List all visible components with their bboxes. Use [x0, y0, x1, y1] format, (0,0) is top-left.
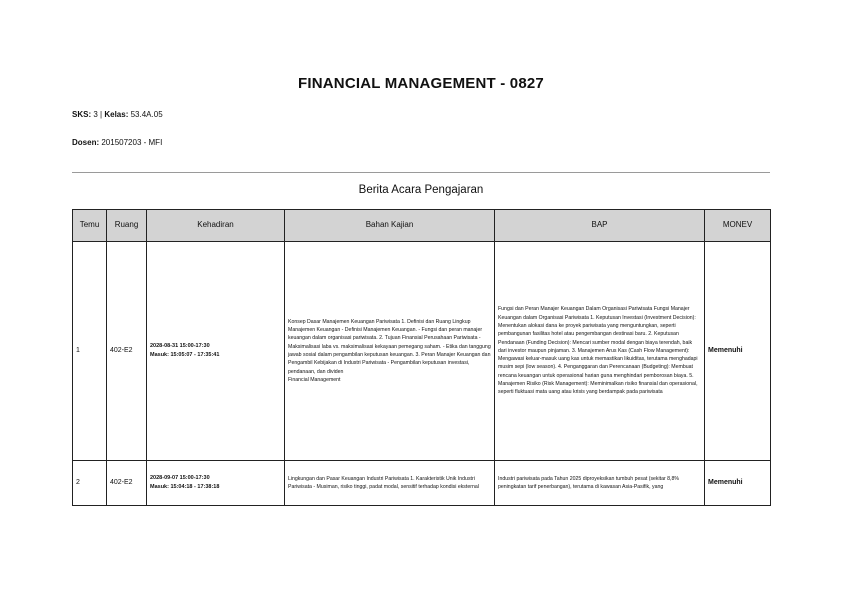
- check-in-time: Masuk: 15:05:07 - 17:35:41: [150, 352, 220, 358]
- column-header-bap: BAP: [495, 210, 705, 242]
- kelas-value: 53.4A.05: [130, 110, 163, 119]
- ruang-cell: 402-E2: [107, 242, 147, 461]
- bahan-kajian-cell: [285, 461, 495, 506]
- bap-cell: [495, 461, 705, 506]
- schedule-time: 2028-08-31 15:00-17:30: [150, 343, 210, 350]
- bahan-kajian-text: Konsep Dasar Manajemen Keuangan Pariwisata 1. Definisi dan Ruang Lingkup Manajemen Keuangan - Definisi Manajemen Keuangan. - Fungsi dan peran manajer keuangan dalam organisasi pariwisata. 2. Tujuan Finansial Perusahaan Pariwisata - Maksimalisasi laba vs. maksimalisasi kekayaan pemegang saham. - Etika dan tanggung jawab sosial dalam pengambilan keputusan keuangan. 3. Peran Manajer Keuangan dan Pengambil Kebijakan di Industri Pariwisata - Pengambilan keputusan investasi, pendanaan, dan dividen: [288, 318, 491, 375]
- separator: |: [100, 110, 105, 119]
- table-row: [73, 242, 771, 461]
- ruang-cell: 402-E2: [107, 461, 147, 506]
- kehadiran-cell: [147, 461, 285, 506]
- temu-cell: 1: [73, 242, 107, 461]
- column-header-bahan-kajian: Bahan Kajian: [285, 210, 495, 242]
- teaching-report-table: [72, 209, 771, 506]
- monev-cell: Memenuhi: [705, 461, 771, 506]
- column-header-monev: MONEV: [705, 210, 771, 242]
- column-header-ruang: Ruang: [107, 210, 147, 242]
- column-header-kehadiran: Kehadiran: [147, 210, 285, 242]
- bahan-kajian-cell: [285, 242, 495, 461]
- temu-cell: 2: [73, 461, 107, 506]
- dosen-label: Dosen:: [72, 138, 100, 147]
- divider: [72, 172, 770, 173]
- table-row: [73, 461, 771, 506]
- sks-value: 3: [93, 110, 98, 119]
- sks-label: SKS:: [72, 110, 92, 119]
- bahan-kajian-reference: Financial Management: [288, 376, 341, 383]
- bap-text: Industri pariwisata pada Tahun 2025 diproyeksikan tumbuh pesat (sekitar 8,8% peningkatan tarif penerbangan), terutama di kawasan Asia-Pasifik, yang: [498, 475, 679, 490]
- lecturer-info: [72, 138, 162, 147]
- check-in-time: Masuk: 15:04:18 - 17:38:18: [150, 484, 220, 490]
- kehadiran-cell: [147, 242, 285, 461]
- page-title: FINANCIAL MANAGEMENT - 0827: [298, 75, 544, 92]
- kelas-label: Kelas:: [104, 110, 129, 119]
- bap-cell: Fungsi dan Peran Manajer Keuangan Dalam Organisasi Pariwisata Fungsi Manajer Keuangan dalam Organisasi Pariwisata 1. Keputusan Investasi (Investment Decision): Menentukan alokasi dana ke proyek pariwisata yang menguntungkan, seperti pembangunan fasilitas hotel atau pengembangan destinasi baru. 2. Keputusan Pendanaan (Funding Decision): Mencari sumber modal dengan biaya terendah, baik dari investor maupun pinjaman. 3. Manajemen Arus Kas (Cash Flow Management): Mengawasi keluar-masuk uang kas untuk memastikan likuiditas, terutama menghadapi musim sepi (low season). 4. Penganggaran dan Perencanaan (Budgeting): Membuat rencana keuangan untuk operasional harian guna menghindari pemborosan biaya. 5. Manajemen Risiko (Risk Management): Meminimalkan risiko finansial dan operasional, seperti fluktuasi mata uang atau krisis yang berdampak pada pariwisata: [495, 242, 705, 461]
- schedule-time: 2028-09-07 15:00-17:30: [150, 475, 210, 482]
- monev-cell: Memenuhi: [705, 242, 771, 461]
- section-title: Berita Acara Pengajaran: [358, 184, 484, 196]
- dosen-value: 201507203 - MFI: [101, 138, 163, 147]
- bahan-kajian-text: Lingkungan dan Pasar Keuangan Industri Pariwisata 1. Karakteristik Unik Industri Pariwisata - Musiman, risiko tinggi, padat modal, sensitif terhadap kondisi eksternal: [288, 475, 479, 490]
- table-header-row: [73, 210, 771, 242]
- course-info: [72, 110, 163, 119]
- column-header-temu: Temu: [73, 210, 107, 242]
